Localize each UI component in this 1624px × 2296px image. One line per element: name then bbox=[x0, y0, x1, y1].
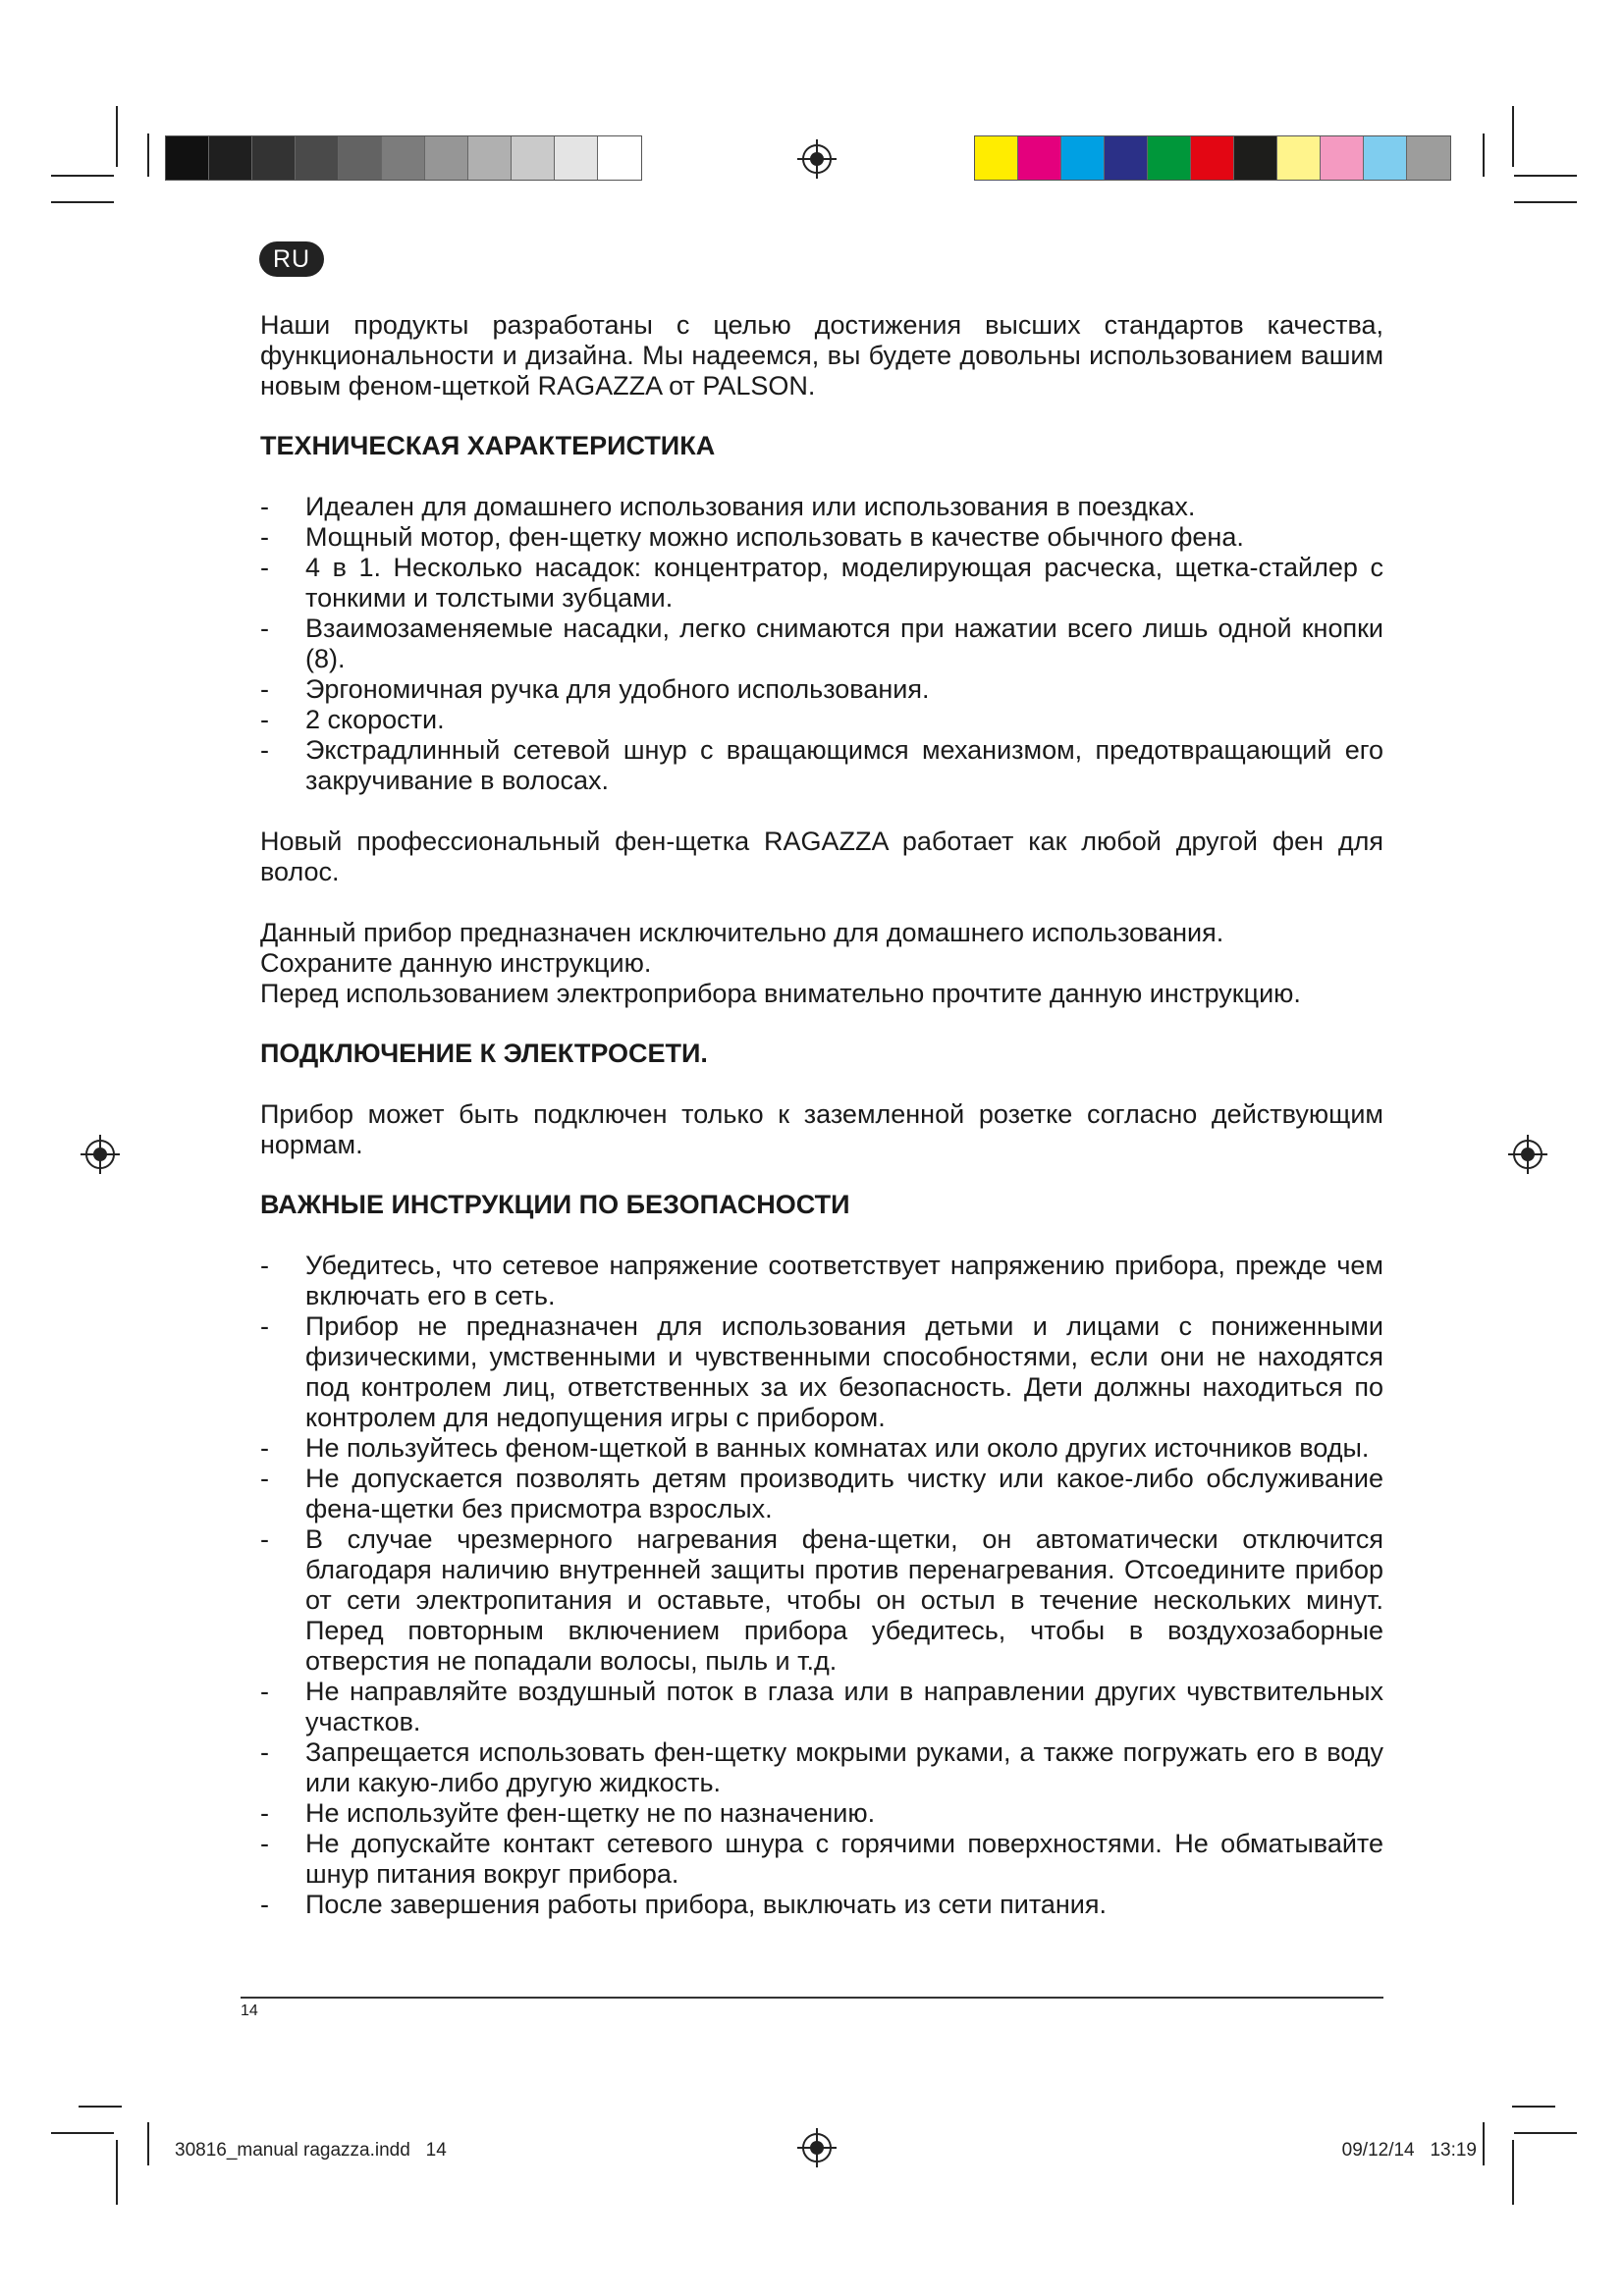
crop-mark-tr-v bbox=[1512, 106, 1514, 167]
list-item: - Запрещается использовать фен-щетку мокрыми руками, а также погружать его в воду или какую-либо другую жидкость. bbox=[260, 1737, 1383, 1798]
grayscale-swatch-7 bbox=[425, 136, 468, 180]
home-use-paragraph: Данный прибор предназначен исключительно для домашнего использования. bbox=[260, 918, 1224, 947]
grayscale-swatch-11 bbox=[598, 136, 641, 180]
list-item: - Не направляйте воздушный поток в глаза или в направлении других чувствительных участков. bbox=[260, 1677, 1383, 1737]
crop-mark-tr-h2 bbox=[1514, 201, 1577, 203]
registration-mark-left-icon bbox=[79, 1133, 122, 1176]
safety-list bbox=[260, 1251, 1383, 1920]
registration-mark-bottom-icon bbox=[795, 2126, 839, 2169]
registration-mark-top-icon bbox=[795, 137, 839, 181]
process-color-swatch-1 bbox=[975, 136, 1018, 180]
print-slug-filename: 30816_manual ragazza.indd 14 bbox=[175, 2140, 447, 2161]
list-item: - В случае чрезмерного нагревания фена-щетки, он автоматически отключится благодаря наличию внутренней защиты против перенагревания. Отсоедините прибор от сети электропитания и оставьте, чтобы он остыл в течение нескольких минут. Перед повторным включением прибора убедитесь, чтобы в воздухозаборные отверстия не попадали волосы, пыль и т.д. bbox=[260, 1524, 1383, 1677]
process-color-swatch-3 bbox=[1061, 136, 1105, 180]
crop-mark-br-h bbox=[1512, 2106, 1555, 2108]
list-item: - Эргономичная ручка для удобного использования. bbox=[260, 674, 1383, 705]
crop-mark-tl-v bbox=[116, 106, 118, 167]
grayscale-swatch-9 bbox=[512, 136, 555, 180]
process-color-swatch-9 bbox=[1321, 136, 1364, 180]
read-instructions-paragraph: Перед использованием электроприбора внимательно прочтите данную инструкцию. bbox=[260, 979, 1301, 1008]
crop-mark-br-v2 bbox=[1483, 2122, 1485, 2165]
list-item: - Мощный мотор, фен-щетку можно использовать в качестве обычного фена. bbox=[260, 522, 1383, 553]
list-item: - Идеален для домашнего использования или использования в поездках. bbox=[260, 492, 1383, 522]
crop-mark-br-h2 bbox=[1514, 2132, 1577, 2134]
list-item: - Не допускайте контакт сетевого шнура с горячими поверхностями. Не обматывайте шнур питания вокруг прибора. bbox=[260, 1829, 1383, 1890]
list-item: - 2 скорости. bbox=[260, 705, 1383, 735]
process-color-swatch-11 bbox=[1407, 136, 1450, 180]
grayscale-swatch-3 bbox=[252, 136, 296, 180]
power-paragraph: Прибор может быть подключен только к заземленной розетке согласно действующим нормам. bbox=[260, 1099, 1383, 1159]
grayscale-swatch-5 bbox=[339, 136, 382, 180]
list-item: - Не пользуйтесь феном-щеткой в ванных комнатах или около других источников воды. bbox=[260, 1433, 1383, 1464]
list-item: - Экстрадлинный сетевой шнур с вращающимся механизмом, предотвращающий его закручивание в волосах. bbox=[260, 735, 1383, 796]
process-color-swatch-5 bbox=[1148, 136, 1191, 180]
process-color-swatch-6 bbox=[1191, 136, 1234, 180]
list-item: - Не используйте фен-щетку не по назначению. bbox=[260, 1798, 1383, 1829]
grayscale-swatch-10 bbox=[555, 136, 598, 180]
tech-spec-list bbox=[260, 492, 1383, 796]
section-heading-safety: ВАЖНЫЕ ИНСТРУКЦИИ ПО БЕЗОПАСНОСТИ bbox=[260, 1190, 850, 1219]
crop-mark-bl-v bbox=[116, 2140, 118, 2205]
crop-mark-tl-h2 bbox=[51, 201, 114, 203]
list-item: - Взаимозаменяемые насадки, легко снимаются при нажатии всего лишь одной кнопки (8). bbox=[260, 614, 1383, 674]
crop-mark-bl-h bbox=[79, 2106, 122, 2108]
grayscale-swatch-2 bbox=[209, 136, 252, 180]
pro-paragraph: Новый профессиональный фен-щетка RAGAZZA работает как любой другой фен для волос. bbox=[260, 827, 1383, 886]
list-item: - 4 в 1. Несколько насадок: концентратор, моделирующая расческа, щетка-стайлер с тонкими и толстыми зубцами. bbox=[260, 553, 1383, 614]
grayscale-swatch-4 bbox=[296, 136, 339, 180]
process-color-swatch-7 bbox=[1234, 136, 1277, 180]
section-heading-power: ПОДКЛЮЧЕНИЕ К ЭЛЕКТРОСЕТИ. bbox=[260, 1039, 708, 1068]
grayscale-calibration-bar bbox=[165, 135, 642, 181]
crop-mark-tr-h bbox=[1514, 175, 1577, 177]
registration-mark-right-icon bbox=[1506, 1133, 1549, 1176]
process-color-swatch-8 bbox=[1277, 136, 1321, 180]
page-number: 14 bbox=[241, 2002, 258, 2019]
crop-mark-bl-v2 bbox=[147, 2122, 149, 2165]
process-color-swatch-10 bbox=[1364, 136, 1407, 180]
language-badge: RU bbox=[259, 241, 324, 277]
list-item: - Не допускается позволять детям производить чистку или какое-либо обслуживание фена-щетки без присмотра взрослых. bbox=[260, 1464, 1383, 1524]
document-body bbox=[260, 310, 1383, 1920]
grayscale-swatch-8 bbox=[468, 136, 512, 180]
grayscale-swatch-1 bbox=[166, 136, 209, 180]
crop-mark-tl-h bbox=[51, 175, 114, 177]
crop-mark-bl-h2 bbox=[51, 2132, 114, 2134]
list-item: - Прибор не предназначен для использования детьми и лицами с пониженными физическими, умственными и чувственными способностями, если они не находятся под контролем лиц, ответственных за их безопасность. Дети должны находиться по контролем для недопущения игры с прибором. bbox=[260, 1311, 1383, 1433]
process-color-swatch-2 bbox=[1018, 136, 1061, 180]
crop-mark-tl-v2 bbox=[147, 133, 149, 177]
print-slug-timestamp: 09/12/14 13:19 bbox=[1341, 2140, 1477, 2161]
process-color-calibration-bar bbox=[974, 135, 1451, 181]
grayscale-swatch-6 bbox=[382, 136, 425, 180]
crop-mark-tr-v2 bbox=[1483, 133, 1485, 177]
intro-paragraph: Наши продукты разработаны с целью достижения высших стандартов качества, функциональности и дизайна. Мы надеемся, вы будете довольны использованием вашим новым феном-щеткой RAGAZZA от PALSON. bbox=[260, 310, 1383, 400]
footer-divider bbox=[241, 1997, 1383, 1999]
section-heading-tech: ТЕХНИЧЕСКАЯ ХАРАКТЕРИСТИКА bbox=[260, 431, 716, 460]
list-item: - После завершения работы прибора, выключать из сети питания. bbox=[260, 1890, 1383, 1920]
process-color-swatch-4 bbox=[1105, 136, 1148, 180]
list-item: - Убедитесь, что сетевое напряжение соответствует напряжению прибора, прежде чем включать его в сеть. bbox=[260, 1251, 1383, 1311]
keep-instructions-paragraph: Сохраните данную инструкцию. bbox=[260, 948, 652, 978]
crop-mark-br-v bbox=[1512, 2140, 1514, 2205]
